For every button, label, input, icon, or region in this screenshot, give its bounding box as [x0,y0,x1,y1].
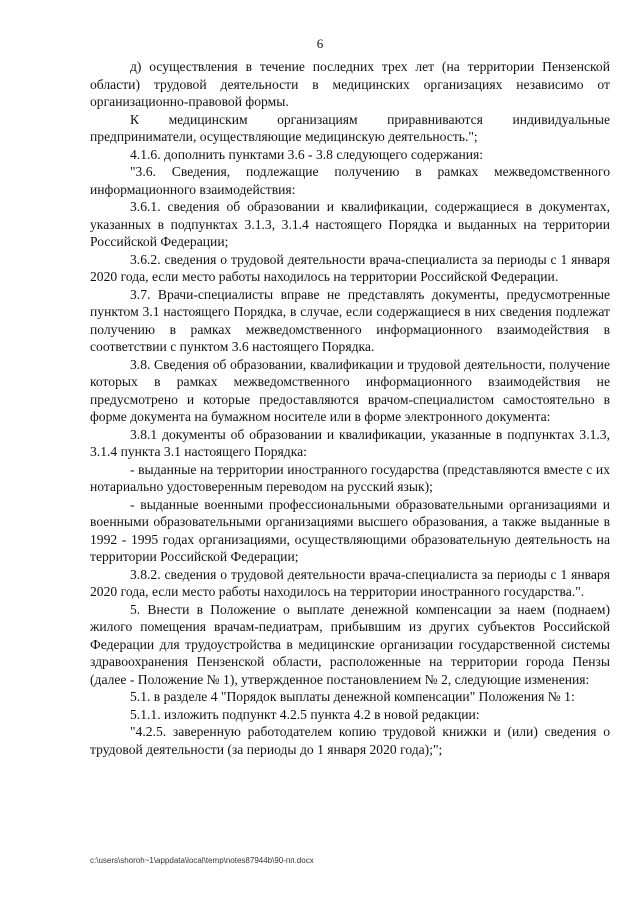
paragraph: 3.6.1. сведения об образовании и квалификации, содержащиеся в документах, указанных в подпунктах 3.1.3, 3.1.4 настоящего Порядка и выданных на территории Российской Федерации; [90,199,610,249]
document-body [90,58,610,758]
paragraph: "3.6. Сведения, подлежащие получению в рамках межведомственного информационного взаимодействия: [90,164,610,197]
paragraph: К медицинским организациям приравниваются индивидуальные предприниматели, осуществляющие медицинскую деятельность."; [90,111,610,144]
paragraph: 5.1. в разделе 4 "Порядок выплаты денежной компенсации" Положения № 1: [130,689,575,704]
paragraph: - выданные военными профессиональными образовательными организациями и военными образовательными организациями высшего образования, а также выданные в 1992 - 1995 годах организациями, осуществляющими образовательную деятельность на территории Российской Федерации; [90,496,610,564]
paragraph: 3.7. Врачи-специалисты вправе не представлять документы, предусмотренные пунктом 3.1 настоящего Порядка, в случае, если содержащиеся в них сведения подлежат получению в рамках межведомственного информационного взаимодействия в соответствии с пунктом 3.6 настоящего Порядка. [90,286,610,354]
paragraph: 3.8.1 документы об образовании и квалификации, указанные в подпунктах 3.1.3, 3.1.4 пункта 3.1 настоящего Порядка: [90,426,610,459]
paragraph: д) осуществления в течение последних трех лет (на территории Пензенской области) трудовой деятельности в медицинских организациях независимо от организационно-правовой формы. [90,59,610,109]
paragraph: 5. Внести в Положение о выплате денежной компенсации за наем (поднаем) жилого помещения врачам-педиатрам, прибывшим из других субъектов Российской Федерации для трудоустройства в медицинские организации государственной системы здравоохранения Пензенской области, расположенные на территории города Пензы (далее - Положение № 1), утвержденное постановлением № 2, следующие изменения: [90,601,610,687]
paragraph: 5.1.1. изложить подпункт 4.2.5 пункта 4.2 в новой редакции: [130,706,480,722]
page-number: 6 [316,36,324,51]
paragraph: 3.6.2. сведения о трудовой деятельности врача-специалиста за периоды с 1 января 2020 года, если место работы находилось на территории Российской Федерации. [90,251,610,284]
paragraph: 4.1.6. дополнить пунктами 3.6 - 3.8 следующего содержания: [130,146,484,162]
paragraph: "4.2.5. заверенную работодателем копию трудовой книжки и (или) сведения о трудовой деятельности (за периоды до 1 января 2020 года);"; [90,724,610,757]
footer-file-path: c:\users\shoroh~1\appdata\local\temp\notes87944b\90-пп.docx [90,856,314,865]
paragraph: 3.8.2. сведения о трудовой деятельности врача-специалиста за периоды с 1 января 2020 года, если место работы находилось на территории иностранного государства.". [90,566,610,599]
paragraph: - выданные на территории иностранного государства (представляются вместе с их нотариально удостоверенным переводом на русский язык); [90,461,610,494]
paragraph: 3.8. Сведения об образовании, квалификации и трудовой деятельности, получение которых в рамках межведомственного информационного взаимодействия не предусмотрено и которые предоставляются врачом-специалистом самостоятельно в форме документа на бумажном носителе или в форме электронного документа: [90,356,610,424]
